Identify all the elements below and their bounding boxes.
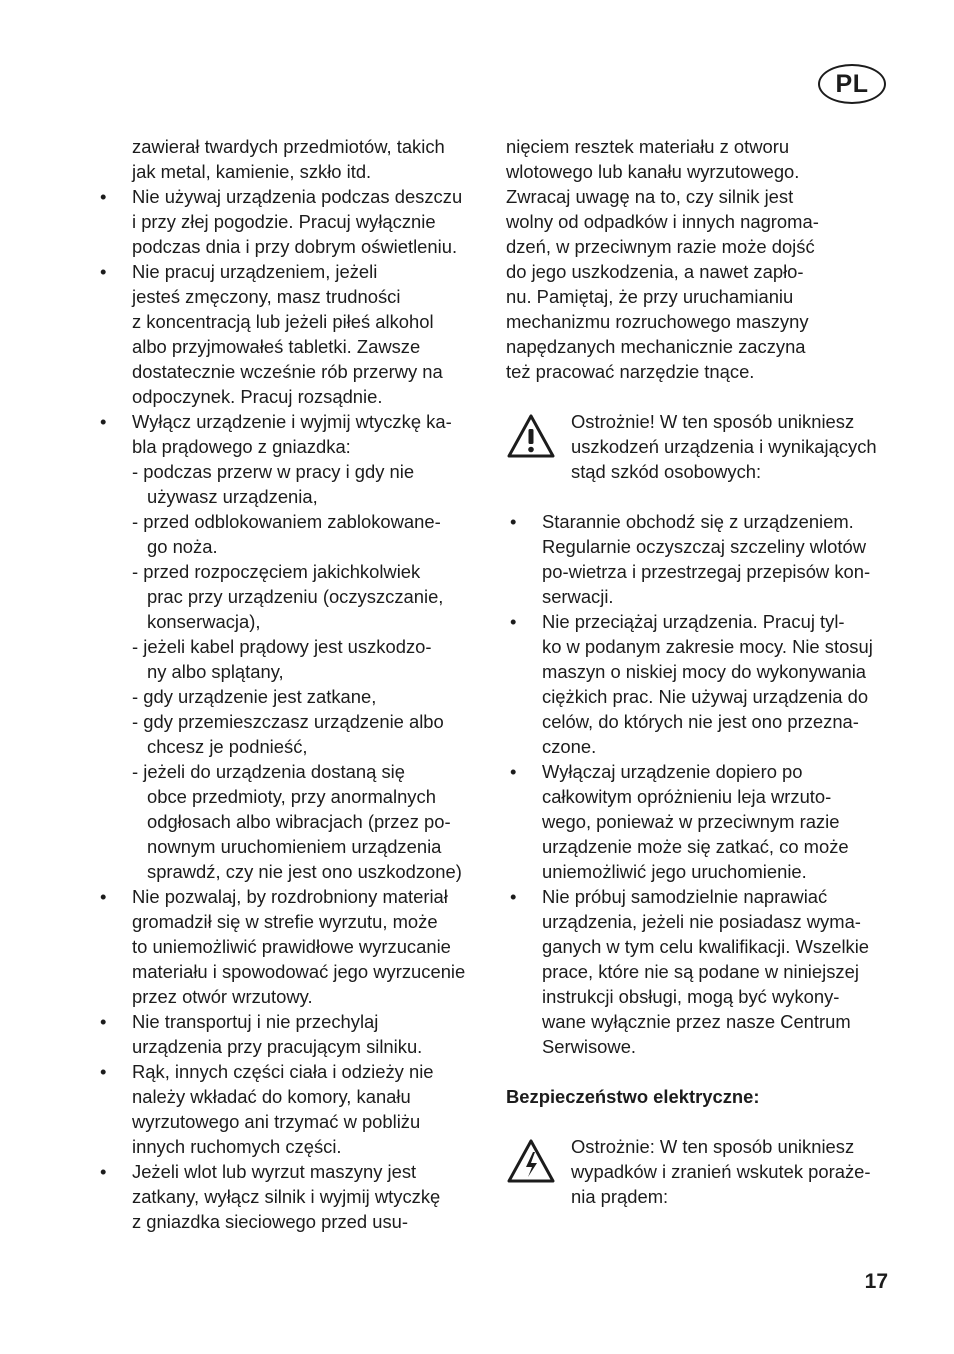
text-line: jak metal, kamienie, szkło itd. [132, 161, 372, 182]
text-line: nia prądem: [571, 1186, 669, 1207]
text-line: zawierał twardych przedmiotów, takich [132, 136, 445, 157]
text-line: innych ruchomych części. [132, 1136, 342, 1157]
left-column [96, 134, 486, 1234]
text-line: jesteś zmęczony, masz trudności [132, 286, 401, 307]
bullet-item: • Nie używaj urządzenia podczas deszczu [96, 184, 486, 209]
right-intro-text [506, 134, 896, 384]
text-line: dostatecznie wcześnie rób przerwy na [132, 361, 443, 382]
text-line: Ostrożnie! W ten sposób unikniesz [571, 411, 855, 432]
language-badge [818, 64, 886, 104]
text-line: - jeżeli do urządzenia dostaną się [132, 761, 405, 782]
text-line: - gdy urządzenie jest zatkane, [132, 686, 377, 707]
text-line: urządzenia, jeżeli nie posiadasz wyma- [542, 911, 861, 932]
text-line: wolny od odpadków i innych nagroma- [506, 211, 819, 232]
text-line: albo przyjmowałeś tabletki. Zawsze [132, 336, 421, 357]
text-line: nownym uruchomieniem urządzenia [147, 836, 442, 857]
text-line: - przed odblokowaniem zablokowane- [132, 511, 441, 532]
text-line: obce przedmioty, przy anormalnych [147, 786, 436, 807]
text-line: instrukcji obsługi, mogą być wykony- [542, 986, 840, 1007]
text-line: sprawdź, czy nie jest ono uszkodzone) [147, 861, 462, 882]
text-line: wlotowego lub kanału wyrzutowego. [506, 161, 800, 182]
bullet-item: • Wyłączaj urządzenie dopiero po [506, 759, 896, 784]
bullet-item: • Nie transportuj i nie przechylaj [96, 1009, 486, 1034]
electric-shock-warning-icon [506, 1138, 556, 1184]
text-line: urządzenie może się zatkać, co może [542, 836, 849, 857]
text-line: Serwisowe. [542, 1036, 637, 1057]
text-line: do jego uszkodzenia, a nawet zapło- [506, 261, 804, 282]
bullet-item: • Wyłącz urządzenie i wyjmij wtyczkę ka- [96, 409, 486, 434]
text-line: - jeżeli kabel prądowy jest uszkodzo- [132, 636, 432, 657]
text-line: stąd szkód osobowych: [571, 461, 762, 482]
text-line: ko w podanym zakresie mocy. Nie stosuj [542, 636, 873, 657]
text-line: po-wietrza i przestrzegaj przepisów kon- [542, 561, 871, 582]
text-line: należy wkładać do komory, kanału [132, 1086, 411, 1107]
text-line: ciężkich prac. Nie używaj urządzenia do [542, 686, 869, 707]
text-line: całkowitym opróżnieniu leja wrzuto- [542, 786, 832, 807]
text-line: prac przy urządzeniu (oczyszczanie, [147, 586, 444, 607]
page-number: 17 [864, 1270, 888, 1293]
text-line: materiału i spowodować jego wyrzucenie [132, 961, 466, 982]
text-line: wane wyłącznie przez nasze Centrum [542, 1011, 851, 1032]
text-line: dzeń, w przeciwnym razie może dojść [506, 236, 815, 257]
text-line: i przy złej pogodzie. Pracuj wyłącznie [132, 211, 436, 232]
text-line: czone. [542, 736, 597, 757]
text-line: nięciem resztek materiału z otworu [506, 136, 790, 157]
text-line: też pracować narzędzie tnące. [506, 361, 755, 382]
language-code: PL [835, 69, 869, 98]
bullet-item: • Rąk, innych części ciała i odzieży nie [96, 1059, 486, 1084]
electric-warning-text [506, 1134, 896, 1209]
text-line: używasz urządzenia, [147, 486, 318, 507]
text-line: napędzanych mechanicznie zaczyna [506, 336, 806, 357]
text-line: urządzenia przy pracującym silniku. [132, 1036, 423, 1057]
text-line: - podczas przerw w pracy i gdy nie [132, 461, 415, 482]
text-line: Ostrożnie: W ten sposób unikniesz [571, 1136, 855, 1157]
bullet-item: • Nie pracuj urządzeniem, jeżeli [96, 259, 486, 284]
text-line: gromadził się w strefie wyrzutu, może [132, 911, 438, 932]
text-line: odpoczynek. Pracuj rozsądnie. [132, 386, 383, 407]
text-line: przez otwór wrzutowy. [132, 986, 313, 1007]
caution-text [506, 409, 896, 484]
text-line: zatkany, wyłącz silnik i wyjmij wtyczkę [132, 1186, 441, 1207]
text-line: - przed rozpoczęciem jakichkolwiek [132, 561, 421, 582]
electric-notice [506, 1134, 896, 1209]
text-line: to uniemożliwić prawidłowe wyrzucanie [132, 936, 451, 957]
text-line: wego, ponieważ w przeciwnym razie [542, 811, 840, 832]
section-heading-electrical: Bezpieczeństwo elektryczne: [506, 1086, 760, 1107]
text-line: z koncentracją lub jeżeli piłeś alkohol [132, 311, 434, 332]
bullet-item: • Nie przeciążaj urządzenia. Pracuj tyl- [506, 609, 896, 634]
right-bullet-list [506, 509, 896, 1059]
caution-notice [506, 409, 896, 484]
text-line: Zwracaj uwagę na to, czy silnik jest [506, 186, 794, 207]
text-line: ganych w tym celu kwalifikacji. Wszelkie [542, 936, 870, 957]
bullet-item: • Jeżeli wlot lub wyrzut maszyny jest [96, 1159, 486, 1184]
text-line: chcesz je podnieść, [147, 736, 308, 757]
text-line: - gdy przemieszczasz urządzenie albo [132, 711, 444, 732]
text-line: odgłosach albo wibracjach (przez po- [147, 811, 451, 832]
text-line: maszyn o niskiej mocy do wykonywania [542, 661, 867, 682]
exclamation-warning-icon [506, 413, 556, 459]
text-line: celów, do których nie jest ono przezna- [542, 711, 859, 732]
bullet-item: • Starannie obchodź się z urządzeniem. [506, 509, 896, 534]
text-line: nu. Pamiętaj, że przy uruchamianiu [506, 286, 794, 307]
text-line: uszkodzeń urządzenia i wynikających [571, 436, 877, 457]
text-line: z gniazdka sieciowego przed usu- [132, 1211, 409, 1232]
bullet-item: • Nie próbuj samodzielnie naprawiać [506, 884, 896, 909]
text-line: bla prądowego z gniazdka: [132, 436, 351, 457]
text-line: ny albo splątany, [147, 661, 284, 682]
right-column [506, 134, 896, 1209]
text-line: podczas dnia i przy dobrym oświetleniu. [132, 236, 458, 257]
text-line: go noża. [147, 536, 218, 557]
text-line: uniemożliwić jego uruchomienie. [542, 861, 807, 882]
text-line: wyrzutowego ani trzymać w pobliżu [132, 1111, 421, 1132]
bullet-item: • Nie pozwalaj, by rozdrobniony materiał [96, 884, 486, 909]
text-line: mechanizmu rozruchowego maszyny [506, 311, 809, 332]
text-line: prace, które nie są podane w niniejszej [542, 961, 859, 982]
text-line: wypadków i zranień wskutek poraże- [571, 1161, 871, 1182]
text-line: Regularnie oczyszczaj szczeliny wlotów [542, 536, 867, 557]
text-line: konserwacja), [147, 611, 261, 632]
text-line: serwacji. [542, 586, 614, 607]
